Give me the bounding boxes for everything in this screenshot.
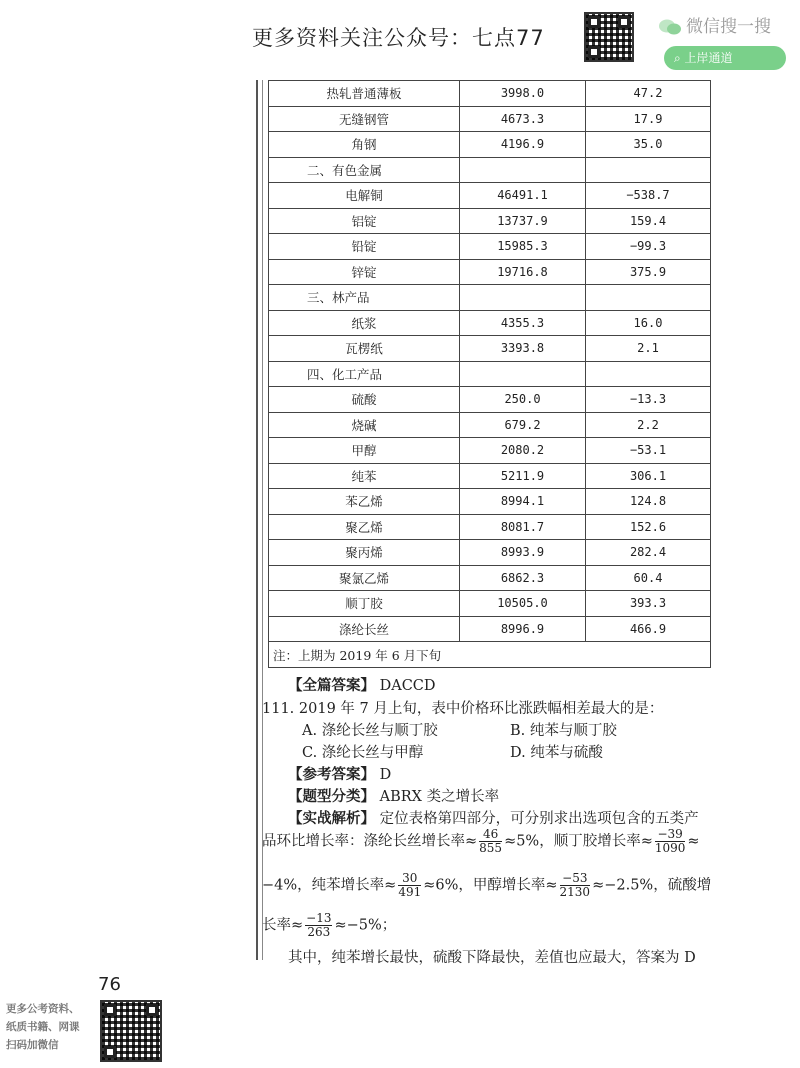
table-cell-change: 152.6 xyxy=(586,514,711,540)
table-cell-price: 13737.9 xyxy=(460,208,586,234)
table-cell-name: 三、林产品 xyxy=(269,285,460,311)
footer-promo-text: 更多公考资料、 纸质书籍、网课 扫码加微信 xyxy=(6,1003,80,1051)
table-cell-name: 甲醇 xyxy=(269,438,460,464)
header-title: 更多资料关注公众号：七点77 xyxy=(252,26,545,50)
table-cell-name: 锌锭 xyxy=(269,259,460,285)
table-cell-price: 8994.1 xyxy=(460,489,586,515)
question-number: 111. xyxy=(262,701,295,717)
table-cell-name: 无缝钢管 xyxy=(269,106,460,132)
table-cell-price: 8993.9 xyxy=(460,540,586,566)
table-cell-change: 35.0 xyxy=(586,132,711,158)
table-cell-name: 纸浆 xyxy=(269,310,460,336)
table-cell-change: 60.4 xyxy=(586,565,711,591)
table-cell-change: 16.0 xyxy=(586,310,711,336)
table-cell-name: 硫酸 xyxy=(269,387,460,413)
reference-answer-value: D xyxy=(379,767,392,783)
wechat-search-label: 微信搜一搜 xyxy=(686,17,771,37)
table-cell-name: 顺丁胶 xyxy=(269,591,460,617)
table-cell-price: 5211.9 xyxy=(460,463,586,489)
table-cell-change: 306.1 xyxy=(586,463,711,489)
table-cell-name: 热轧普通薄板 xyxy=(269,81,460,107)
page-number: 76 xyxy=(98,974,121,995)
table-cell-name: 电解铜 xyxy=(269,183,460,209)
table-cell-change: 159.4 xyxy=(586,208,711,234)
table-cell-name: 二、有色金属 xyxy=(269,157,460,183)
table-cell-name: 聚乙烯 xyxy=(269,514,460,540)
question-type-value: ABRX 类之增长率 xyxy=(379,789,500,805)
table-cell-price: 3393.8 xyxy=(460,336,586,362)
question-type-label: 【题型分类】 xyxy=(288,788,375,805)
table-cell-price: 8996.9 xyxy=(460,616,586,642)
table-cell-name: 瓦楞纸 xyxy=(269,336,460,362)
table-cell-change: −53.1 xyxy=(586,438,711,464)
table-cell-change: 466.9 xyxy=(586,616,711,642)
analysis-line-1: 定位表格第四部分，可分别求出选项包含的五类产 xyxy=(379,811,699,827)
table-cell-name: 铝锭 xyxy=(269,208,460,234)
search-icon: ⌕ xyxy=(674,51,685,65)
table-cell-name: 涤纶长丝 xyxy=(269,616,460,642)
fraction-polyester: $\frac{46}{855}$ xyxy=(479,827,503,855)
option-d: D. 纯苯与硫酸 xyxy=(510,745,603,761)
question-stem: 2019 年 7 月上旬，表中价格环比涨跌幅相差最大的是： xyxy=(298,701,664,717)
table-cell-change: 393.3 xyxy=(586,591,711,617)
table-cell-change: 124.8 xyxy=(586,489,711,515)
analysis-label: 【实战解析】 xyxy=(288,810,375,827)
table-cell-name: 四、化工产品 xyxy=(269,361,460,387)
option-c: C. 涤纶长丝与甲醇 xyxy=(302,745,424,761)
table-cell-name: 烧碱 xyxy=(269,412,460,438)
table-cell-price: 19716.8 xyxy=(460,259,586,285)
fraction-rubber: $\frac{-39}{1090}$ xyxy=(654,827,686,855)
analysis-conclusion: 其中，纯苯增长最快，硫酸下降最快，差值也应最大，答案为 D xyxy=(288,950,696,966)
table-cell-price: 250.0 xyxy=(460,387,586,413)
option-a: A. 涤纶长丝与顺丁胶 xyxy=(302,723,438,739)
table-cell-price: 6862.3 xyxy=(460,565,586,591)
table-cell-change: 2.2 xyxy=(586,412,711,438)
option-b: B. 纯苯与顺丁胶 xyxy=(510,723,617,739)
table-cell-price: 3998.0 xyxy=(460,81,586,107)
analysis-line-2: 品环比增长率：涤纶长丝增长率≈ $\frac{46}{855}$ ≈5%，顺丁胶增长率≈ $\frac{-39}{1090}$ ≈ xyxy=(262,827,700,855)
table-cell-price: 46491.1 xyxy=(460,183,586,209)
table-cell-change: 47.2 xyxy=(586,81,711,107)
table-cell-change: 375.9 xyxy=(586,259,711,285)
table-cell-change: −538.7 xyxy=(586,183,711,209)
table-cell-price: 10505.0 xyxy=(460,591,586,617)
table-cell-price: 4196.9 xyxy=(460,132,586,158)
table-cell-price: 4355.3 xyxy=(460,310,586,336)
all-answers-value: DACCD xyxy=(379,678,436,694)
analysis-line-3: −4%，纯苯增长率≈ $\frac{30}{491}$ ≈6%，甲醇增长率≈ $\frac{-53}{2130}$ ≈−2.5%，硫酸增 xyxy=(262,871,712,899)
table-cell-change: −99.3 xyxy=(586,234,711,260)
search-button-label: 上岸通道 xyxy=(684,51,733,65)
all-answers-label: 【全篇答案】 xyxy=(288,677,375,694)
analysis-line-4: 长率≈ $\frac{-13}{263}$ ≈−5%； xyxy=(262,911,397,939)
reference-answer-label: 【参考答案】 xyxy=(288,766,375,783)
table-cell-name: 苯乙烯 xyxy=(269,489,460,515)
table-cell-price: 679.2 xyxy=(460,412,586,438)
fraction-sulfuric-acid: $\frac{-13}{263}$ xyxy=(306,911,332,939)
footer-qr-code xyxy=(100,1000,162,1062)
fraction-methanol: $\frac{-53}{2130}$ xyxy=(559,871,591,899)
table-cell-name: 纯苯 xyxy=(269,463,460,489)
table-cell-change: 17.9 xyxy=(586,106,711,132)
fraction-benzene: $\frac{30}{491}$ xyxy=(398,871,422,899)
table-cell-change: 282.4 xyxy=(586,540,711,566)
table-cell-price: 4673.3 xyxy=(460,106,586,132)
table-cell-name: 聚氯乙烯 xyxy=(269,565,460,591)
table-cell-name: 铅锭 xyxy=(269,234,460,260)
table-cell-name: 聚丙烯 xyxy=(269,540,460,566)
table-cell-price: 8081.7 xyxy=(460,514,586,540)
table-cell-name: 角钢 xyxy=(269,132,460,158)
table-note: 注：上期为 2019 年 6 月下旬 xyxy=(269,642,711,668)
table-cell-price: 2080.2 xyxy=(460,438,586,464)
table-cell-change: 2.1 xyxy=(586,336,711,362)
table-cell-price: 15985.3 xyxy=(460,234,586,260)
table-cell-change: −13.3 xyxy=(586,387,711,413)
